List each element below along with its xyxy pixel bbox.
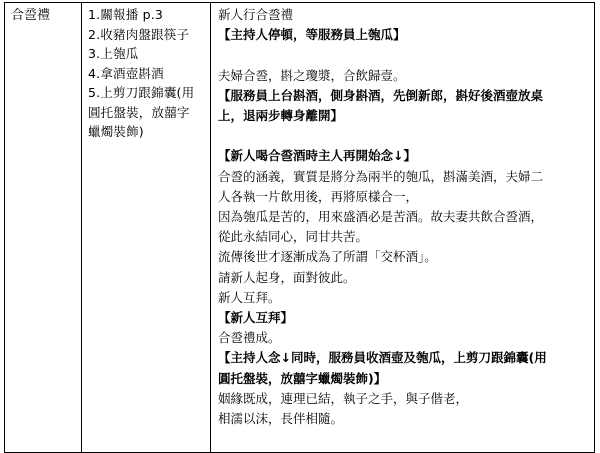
ceremony-name: 合巹禮: [11, 8, 51, 23]
step-item: 3.上匏瓜: [88, 46, 139, 61]
script-line: 人各執一片飲用後，再將原樣合一，: [218, 188, 419, 204]
script-line: 新人行合巹禮: [218, 7, 294, 22]
steps-list: [88, 5, 210, 142]
step-item: 1.關報播 p.3: [88, 7, 164, 22]
step-item: 圓托盤裝，放囍字: [88, 104, 190, 120]
step-item: 4.拿酒壺斟酒: [88, 65, 164, 81]
ceremony-name-cell: [5, 3, 82, 453]
stage-direction: 【服務員上台斟酒，側身斟酒，先倒新郎，斟好後酒壺放桌: [218, 87, 544, 103]
script-line: 姻緣既成，連理已結，執子之手，與子偕老，: [218, 390, 469, 406]
script-line: 夫婦合巹，斟之瓊漿，合飲歸壹。: [218, 67, 406, 83]
stage-direction: 【新人喝合巹酒時主人再開始念↓】: [218, 148, 416, 164]
script-line: [218, 45, 594, 65]
script-line: 請新人起身，面對彼此。: [218, 269, 356, 285]
step-item: 5.上剪刀跟錦囊(用: [88, 85, 195, 100]
stage-direction: 上，退兩步轉身離開】: [218, 108, 344, 123]
table-row: [5, 3, 595, 453]
script-text: [218, 5, 594, 429]
stage-direction: 【主持人念↓同時，服務員收酒壺及匏瓜，上剪刀跟錦囊(用: [218, 350, 547, 366]
step-item: 2.收豬肉盤跟筷子: [88, 26, 190, 42]
script-line: 流傳後世才逐漸成為了所謂「交杯酒」。: [218, 249, 437, 265]
script-cell: [211, 3, 595, 453]
script-line: 新人互拜。: [218, 289, 281, 305]
script-line: 相濡以沫，長伴相隨。: [218, 411, 344, 427]
stage-direction: 【主持人停頓，等服務員上匏瓜】: [218, 27, 406, 43]
script-line: 合巹的涵義，實質是將分為兩半的匏瓜，斟滿美酒，夫婦二: [218, 168, 544, 184]
script-line: 因為匏瓜是苦的，用來盛酒必是苦酒。故夫妻共飲合巹酒，: [218, 209, 544, 224]
steps-cell: [82, 3, 211, 453]
script-line: 合巹禮成。: [218, 330, 281, 346]
ceremony-table: [4, 2, 595, 453]
step-item: 蠟燭裝飾): [88, 124, 144, 139]
script-line: [218, 126, 594, 146]
stage-direction: 圓托盤裝，放囍字蠟燭裝飾)】: [218, 370, 387, 386]
stage-direction: 【新人互拜】: [218, 310, 294, 326]
script-line: 從此永結同心，同甘共苦。: [218, 229, 369, 245]
